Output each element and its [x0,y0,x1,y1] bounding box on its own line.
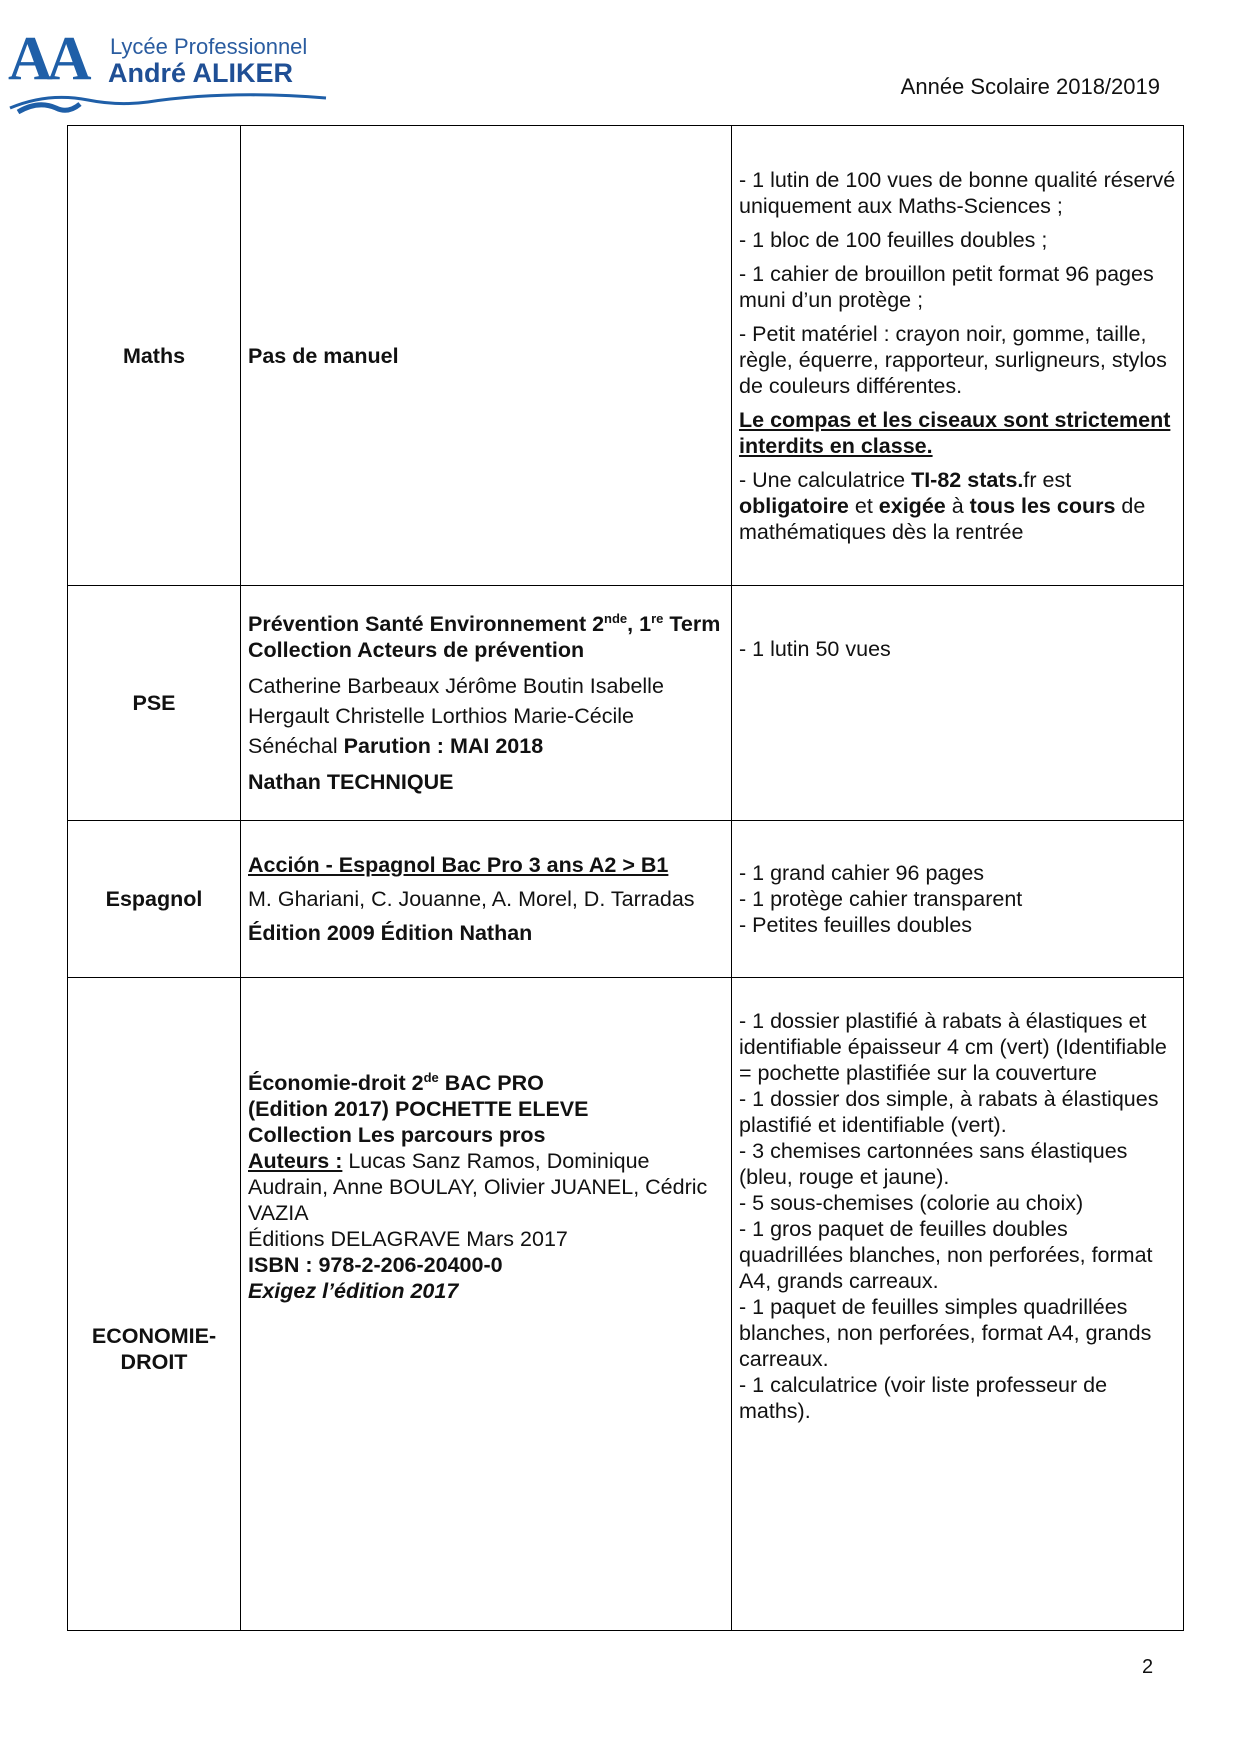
materials-cell [732,821,1184,978]
list-item: - 1 cahier de brouillon petit format 96 pages muni d’un protège ; [739,261,1154,312]
text-span: obligatoire [739,493,849,518]
book-title [248,1070,724,1096]
subject-cell: Maths [68,126,241,586]
book-authors: M. Ghariani, C. Jouanne, A. Morel, D. Tarradas [248,887,695,911]
list-item: - 3 chemises cartonnées sans élastiques (bleu, rouge et jaune). [739,1139,1128,1189]
superscript: nde [604,610,628,626]
subject-cell: PSE [68,586,241,821]
logo-wave-icon [8,82,328,118]
text-span: TI-82 stats. [911,467,1024,492]
text-span: fr est [1023,467,1072,492]
school-year: Année Scolaire 2018/2019 [900,74,1160,99]
book-publisher: Éditions DELAGRAVE Mars 2017 [248,1227,568,1251]
list-item: - 1 dossier plastifié à rabats à élastiques et identifiable épaisseur 4 cm (vert) (Identifiable = pochette plastifiée sur la couverture [739,1009,1167,1085]
text-span: à [945,493,970,518]
book-collection: Collection Les parcours pros [248,1123,546,1147]
book-title [248,611,724,663]
text-span: et [848,493,879,518]
subject-cell: Espagnol [68,821,241,978]
book-publisher: Nathan TECHNIQUE [248,770,454,794]
book-title: Acción - Espagnol Bac Pro 3 ans A2 > B1 [248,853,669,877]
book-edition: Édition 2009 Édition Nathan [248,921,533,945]
table-row-economie-droit [68,978,1184,1631]
subject-line: ECONOMIE- [91,1324,217,1348]
school-name-line2: André ALIKER [108,58,294,88]
text-span: Auteurs : [248,1149,343,1173]
book-cell [241,821,732,978]
text-span: Prévention Santé Environnement 2 [248,612,605,636]
list-item: - 1 paquet de feuilles simples quadrillées blanches, non perforées, format A4, grands carreaux. [739,1295,1152,1371]
subject-line: DROIT [120,1350,188,1374]
table-row-pse [68,586,1184,821]
list-item: - 1 bloc de 100 feuilles doubles ; [739,227,1048,252]
text-span: Lucas Sanz Ramos, Dominique Audrain, Anne BOULAY, Olivier JUANEL, Cédric VAZIA [248,1149,708,1225]
table-row-espagnol [68,821,1184,978]
text-span: Term Collection Acteurs de prévention [248,612,721,662]
page-number: 2 [1142,1656,1154,1678]
book-cell: Pas de manuel [241,126,732,586]
text-span: de mathématiques dès la rentrée [739,493,1146,544]
school-logo [8,25,328,118]
text-span: Parution : MAI 2018 [343,734,544,758]
materials-cell [732,978,1184,1631]
supplies-table [67,125,1184,1631]
text-span: , 1 [627,612,652,636]
text-span: Catherine Barbeaux Jérôme Boutin Isabelle Hergault Christelle Lorthios Marie-Cécile Sénéchal [248,674,664,758]
book-authors [248,671,724,761]
list-item: - 1 gros paquet de feuilles doubles quadrillées blanches, non perforées, format A4, grands carreaux. [739,1217,1153,1293]
text-span: tous les cours [969,493,1116,518]
list-item: - 1 lutin de 100 vues de bonne qualité réservé uniquement aux Maths-Sciences ; [739,167,1176,218]
superscript: de [423,1069,439,1085]
text-span: Économie-droit 2 [248,1071,424,1095]
book-note: Exigez l’édition 2017 [248,1279,459,1303]
list-item: - 1 lutin 50 vues [739,637,891,661]
book-isbn: ISBN : 978-2-206-20400-0 [248,1253,503,1277]
list-item [739,467,1176,545]
book-cell [241,586,732,821]
text-span: - Une calculatrice [739,467,912,492]
list-item: - 1 protège cahier transparent [739,887,1023,911]
warning-note: Le compas et les ciseaux sont strictement interdits en classe. [739,407,1171,458]
table-row-maths [68,126,1184,586]
list-item: - 1 calculatrice (voir liste professeur de maths). [739,1373,1108,1423]
list-item: - Petit matériel : crayon noir, gomme, taille, règle, équerre, rapporteur, surligneurs, stylos de couleurs différentes. [739,321,1167,398]
book-edition: (Edition 2017) POCHETTE ELEVE [248,1097,589,1121]
logo-mark: AA [8,25,86,93]
book-cell [241,978,732,1631]
text-span: exigée [878,493,946,518]
book-authors [248,1148,724,1226]
list-item: - 1 grand cahier 96 pages [739,861,985,885]
list-item: - 5 sous-chemises (colorie au choix) [739,1191,1084,1215]
materials-cell [732,586,1184,821]
subject-cell [68,978,241,1631]
school-name-line1: Lycée Professionnel [110,34,308,59]
list-item: - Petites feuilles doubles [739,913,973,937]
materials-cell [732,126,1184,586]
text-span: BAC PRO [438,1071,544,1095]
list-item: - 1 dossier dos simple, à rabats à élastiques plastifié et identifiable (vert). [739,1087,1159,1137]
superscript: re [651,610,664,626]
